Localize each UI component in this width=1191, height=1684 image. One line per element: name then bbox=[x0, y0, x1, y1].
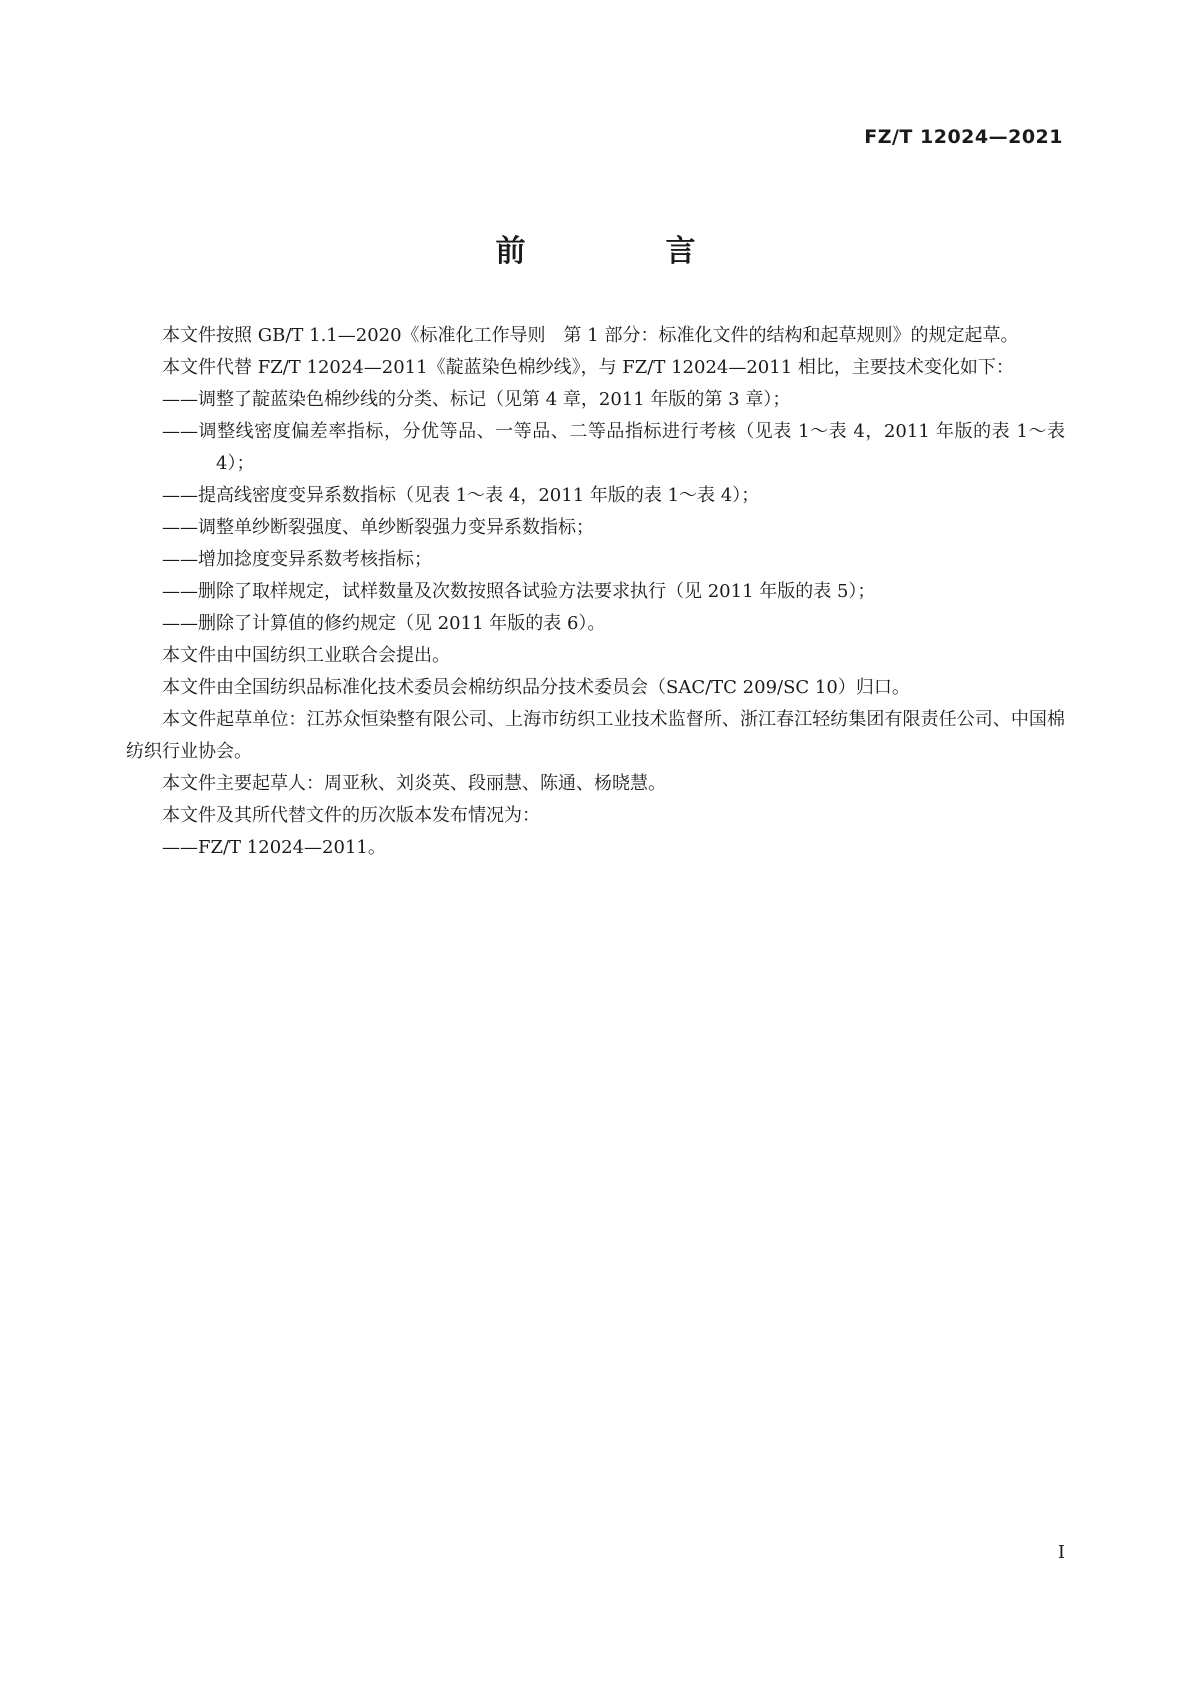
change-item: ——提高线密度变异系数指标（见表 1～表 4，2011 年版的表 1～表 4）； bbox=[162, 485, 760, 506]
paragraph-history-intro: 本文件及其所代替文件的历次版本发布情况为： bbox=[162, 805, 540, 826]
change-item: ——调整单纱断裂强度、单纱断裂强力变异系数指标； bbox=[162, 517, 594, 538]
page-number: I bbox=[1057, 1542, 1065, 1563]
paragraph-drafting-rules: 本文件按照 GB/T 1.1—2020《标准化工作导则 第 1 部分：标准化文件的结构和起草规则》的规定起草。 bbox=[162, 325, 1019, 346]
changes-list bbox=[126, 384, 1065, 640]
paragraph-committee: 本文件由全国纺织品标准化技术委员会棉纺织品分技术委员会（SAC/TC 209/SC 10）归口。 bbox=[162, 677, 910, 698]
change-item: ——删除了取样规定，试样数量及次数按照各试验方法要求执行（见 2011 年版的表 5）； bbox=[162, 581, 876, 602]
standard-code: FZ/T 12024—2021 bbox=[864, 126, 1063, 148]
change-item: ——增加捻度变异系数考核指标； bbox=[162, 549, 432, 570]
history-list bbox=[126, 832, 1065, 864]
history-item: ——FZ/T 12024—2011。 bbox=[162, 837, 386, 858]
paragraph-proposer: 本文件由中国纺织工业联合会提出。 bbox=[162, 645, 450, 666]
paragraph-replacement: 本文件代替 FZ/T 12024—2011《靛蓝染色棉纱线》，与 FZ/T 12024—2011 相比，主要技术变化如下： bbox=[162, 357, 1014, 378]
paragraph-drafters: 本文件主要起草人：周亚秋、刘炎英、段丽慧、陈通、杨晓慧。 bbox=[162, 773, 666, 794]
change-item: ——删除了计算值的修约规定（见 2011 年版的表 6）。 bbox=[162, 613, 606, 634]
page-title: 前 言 bbox=[495, 234, 751, 269]
change-item: ——调整了靛蓝染色棉纱线的分类、标记（见第 4 章，2011 年版的第 3 章）； bbox=[162, 389, 791, 410]
paragraph-drafting-units: 本文件起草单位：江苏众恒染整有限公司、上海市纺织工业技术监督所、浙江春江轻纺集团有限责任公司、中国棉纺织行业协会。 bbox=[126, 709, 1065, 762]
change-item: ——调整线密度偏差率指标，分优等品、一等品、二等品指标进行考核（见表 1～表 4，2011 年版的表 1～表 4）； bbox=[162, 421, 1065, 474]
foreword-body bbox=[126, 320, 1065, 864]
